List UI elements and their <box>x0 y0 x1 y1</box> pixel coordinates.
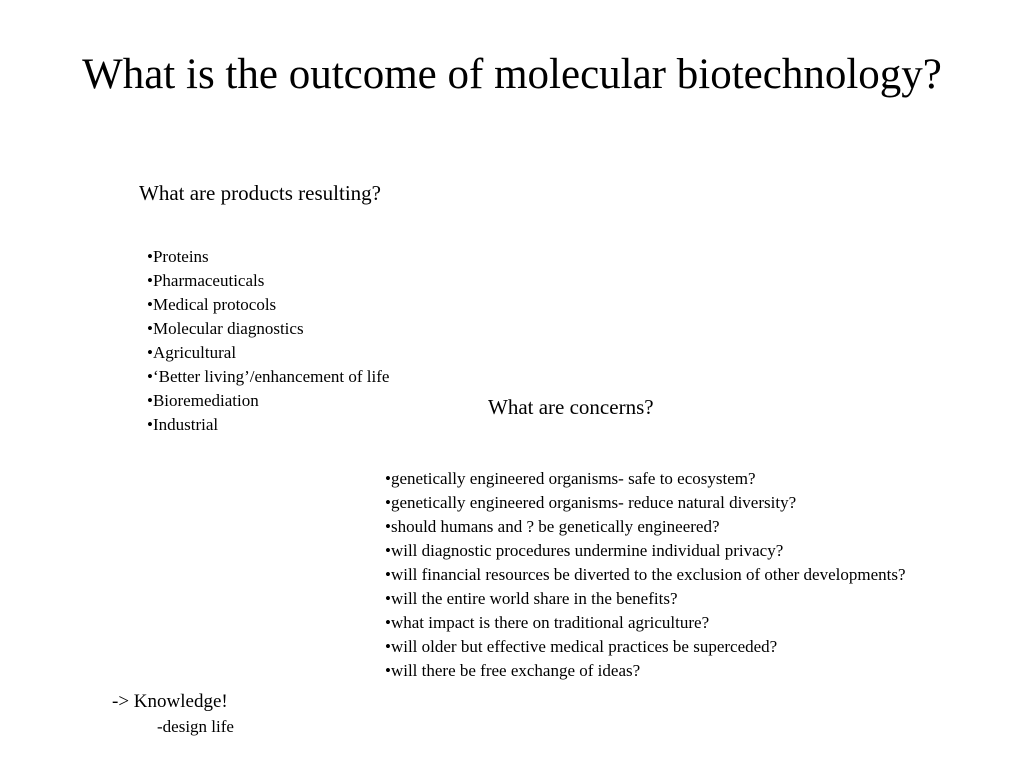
concerns-list-item: • should humans and ? be genetically engineered? <box>385 515 906 539</box>
concerns-list-item: • will older but effective medical practices be superceded? <box>385 635 906 659</box>
products-list-item: • Agricultural <box>147 341 389 365</box>
products-list-item: • ‘Better living’/enhancement of life <box>147 365 389 389</box>
slide-title: What is the outcome of molecular biotechnology? <box>82 51 942 98</box>
concerns-list-item: • will diagnostic procedures undermine individual privacy? <box>385 539 906 563</box>
concerns-list-item: • will the entire world share in the benefits? <box>385 587 906 611</box>
products-list-item: • Proteins <box>147 245 389 269</box>
products-list-item: • Industrial <box>147 413 389 437</box>
concerns-list <box>385 467 906 683</box>
concerns-heading: What are concerns? <box>488 395 654 419</box>
concerns-list-item: • genetically engineered organisms- reduce natural diversity? <box>385 491 906 515</box>
design-life-note: -design life <box>157 717 234 736</box>
concerns-list-item: • will there be free exchange of ideas? <box>385 659 906 683</box>
concerns-list-item: • what impact is there on traditional agriculture? <box>385 611 906 635</box>
concerns-list-item: • genetically engineered organisms- safe to ecosystem? <box>385 467 906 491</box>
products-list-item: • Molecular diagnostics <box>147 317 389 341</box>
products-list <box>147 245 389 437</box>
products-list-item: • Pharmaceuticals <box>147 269 389 293</box>
products-list-item: • Medical protocols <box>147 293 389 317</box>
products-list-item: • Bioremediation <box>147 389 389 413</box>
knowledge-conclusion: -> Knowledge! <box>112 691 228 712</box>
concerns-list-item: • will financial resources be diverted to the exclusion of other developments? <box>385 563 906 587</box>
products-heading: What are products resulting? <box>139 181 381 205</box>
